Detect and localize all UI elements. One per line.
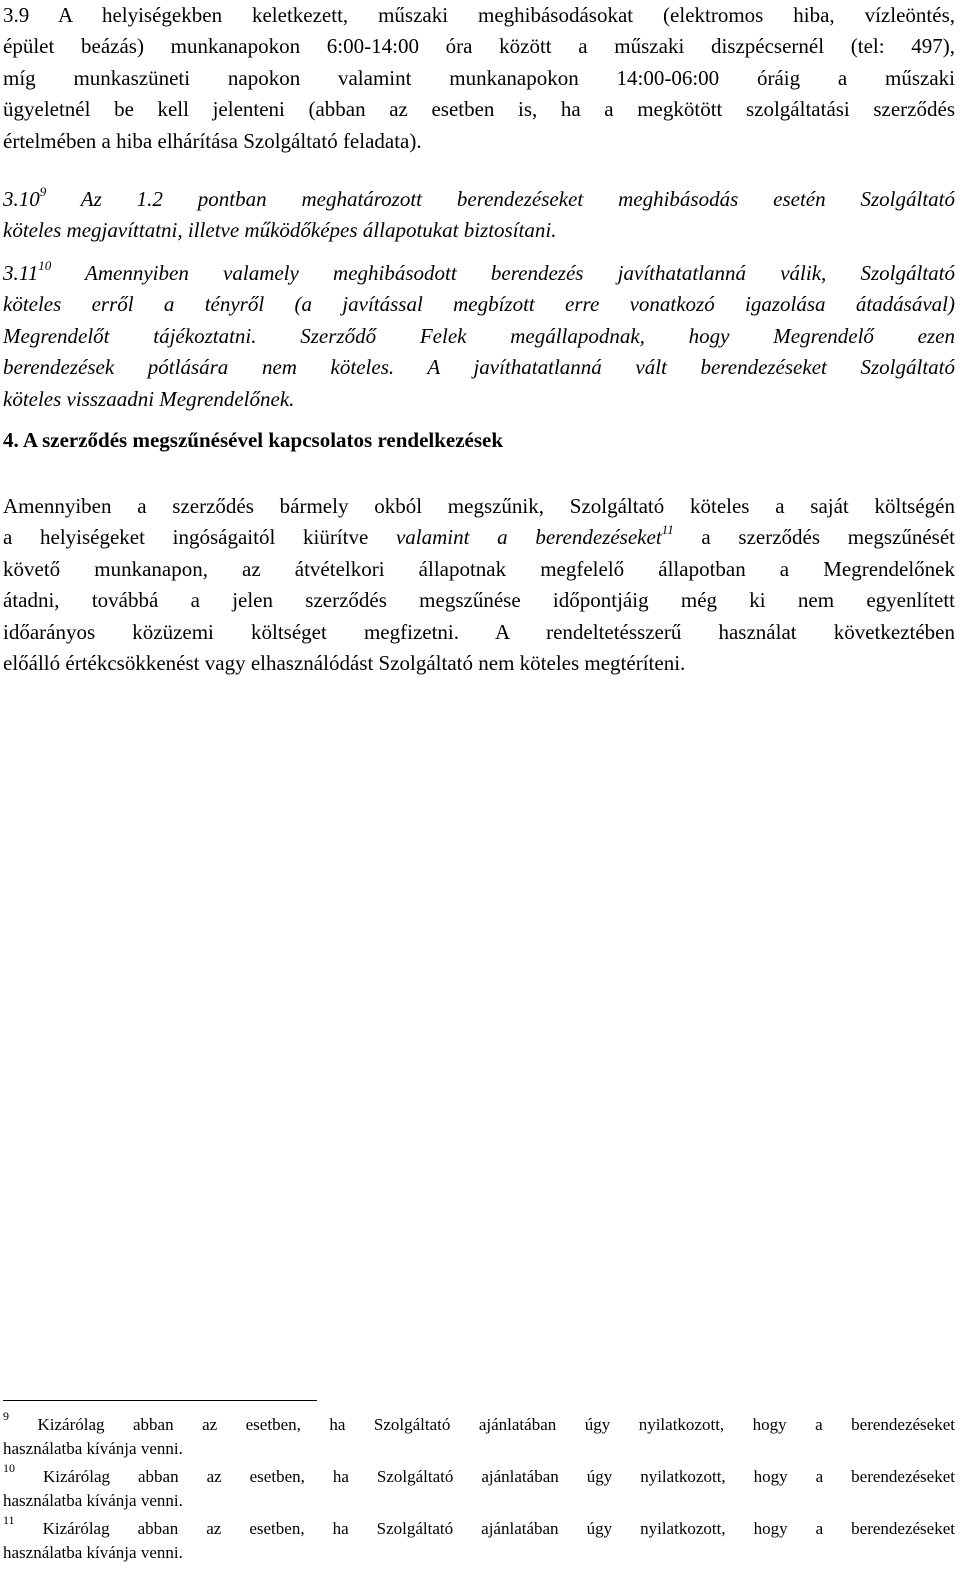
footnote-text: Kizárólag abban az esetben, ha Szolgáltató ajánlatában úgy nyilatkozott, hogy a berendezéseket (15, 1467, 955, 1486)
footnote-line: használatba kívánja venni. (3, 1491, 183, 1510)
footnote-9 (3, 1409, 955, 1461)
footnote-separator (3, 1400, 317, 1401)
text-line: időarányos közüzemi költséget megfizetni. A rendeltetésszerű használat következtében (3, 619, 955, 644)
footnote-line (3, 1461, 955, 1489)
paragraph-3-11 (3, 258, 955, 415)
text-line: értelmében a hiba elhárítása Szolgáltató feladata). (3, 128, 422, 153)
footnote-line (3, 1513, 955, 1541)
footnote-10 (3, 1461, 955, 1513)
text-line: ügyeletnél be kell jelenteni (abban az esetben is, ha a megkötött szolgáltatási szerződés (3, 97, 955, 122)
footnote-ref: 9 (39, 184, 47, 199)
text-line (3, 522, 955, 553)
section-heading: 4. A szerződés megszűnésével kapcsolatos rendelkezések (3, 428, 504, 452)
paragraph-section-4 (3, 491, 955, 679)
text-line: 3.9 A helyiségekben keletkezett, műszaki meghibásodásokat (elektromos hiba, vízleöntés, (3, 3, 955, 27)
footnote-number: 11 (3, 1513, 15, 1528)
text-line: míg munkaszüneti napokon valamint munkanapokon 14:00-06:00 óráig a műszaki (3, 65, 955, 90)
text-line (3, 184, 955, 215)
text-line: köteles megjavíttatni, illetve működőképes állapotukat biztosítani. (3, 218, 557, 243)
text-line: Megrendelőt tájékoztatni. Szerződő Felek megállapodnak, hogy Megrendelő ezen (3, 323, 955, 348)
footnote-number: 9 (3, 1409, 9, 1424)
paragraph-3-10 (3, 184, 955, 247)
text-line: követő munkanapon, az átvételkori állapotnak megfelelő állapotban a Megrendelőnek (3, 556, 955, 581)
text-line (3, 258, 955, 289)
text-line: köteles visszaadni Megrendelőnek. (3, 386, 295, 411)
text-segment: a szerződés megszűnését (673, 525, 956, 550)
paragraph-number: 3.10 (3, 187, 40, 211)
footnote-text: Kizárólag abban az esetben, ha Szolgáltató ajánlatában úgy nyilatkozott, hogy a berendezéseket (9, 1415, 955, 1434)
footnote-line: használatba kívánja venni. (3, 1543, 183, 1562)
text-line: előálló értékcsökkenést vagy elhasználódást Szolgáltató nem köteles megtéríteni. (3, 651, 686, 676)
paragraph-number: 3.11 (3, 261, 39, 285)
footnote-number: 10 (3, 1461, 15, 1476)
text-segment-italic: valamint a berendezéseket (395, 525, 662, 550)
text-line: berendezések pótlására nem köteles. A javíthatatlanná vált berendezéseket Szolgáltató (3, 355, 955, 380)
paragraph-3-9 (3, 0, 955, 157)
text-segment: Az 1.2 pontban meghatározott berendezéseket meghibásodás esetén Szolgáltató (46, 187, 955, 211)
footnote-ref: 10 (38, 258, 52, 273)
footnote-11 (3, 1513, 955, 1565)
footnote-ref: 11 (661, 522, 674, 538)
text-line: épület beázás) munkanapokon 6:00-14:00 óra között a műszaki diszpécsernél (tel: 497), (3, 34, 955, 59)
text-segment: a helyiségeket ingóságaitól kiürítve (3, 525, 396, 550)
footnote-line: használatba kívánja venni. (3, 1439, 183, 1458)
text-line: Amennyiben a szerződés bármely okból megszűnik, Szolgáltató köteles a saját költségén (3, 494, 955, 518)
text-line: köteles erről a tényről (a javítással megbízott erre vonatkozó igazolása átadásával) (3, 292, 955, 317)
text-line: átadni, továbbá a jelen szerződés megszűnése időpontjáig még ki nem egyenlített (3, 588, 955, 613)
footnote-text: Kizárólag abban az esetben, ha Szolgáltató ajánlatában úgy nyilatkozott, hogy a berendezéseket (14, 1519, 955, 1538)
footnote-line (3, 1409, 955, 1437)
text-segment: Amennyiben valamely meghibásodott berendezés javíthatatlanná válik, Szolgáltató (51, 261, 955, 285)
